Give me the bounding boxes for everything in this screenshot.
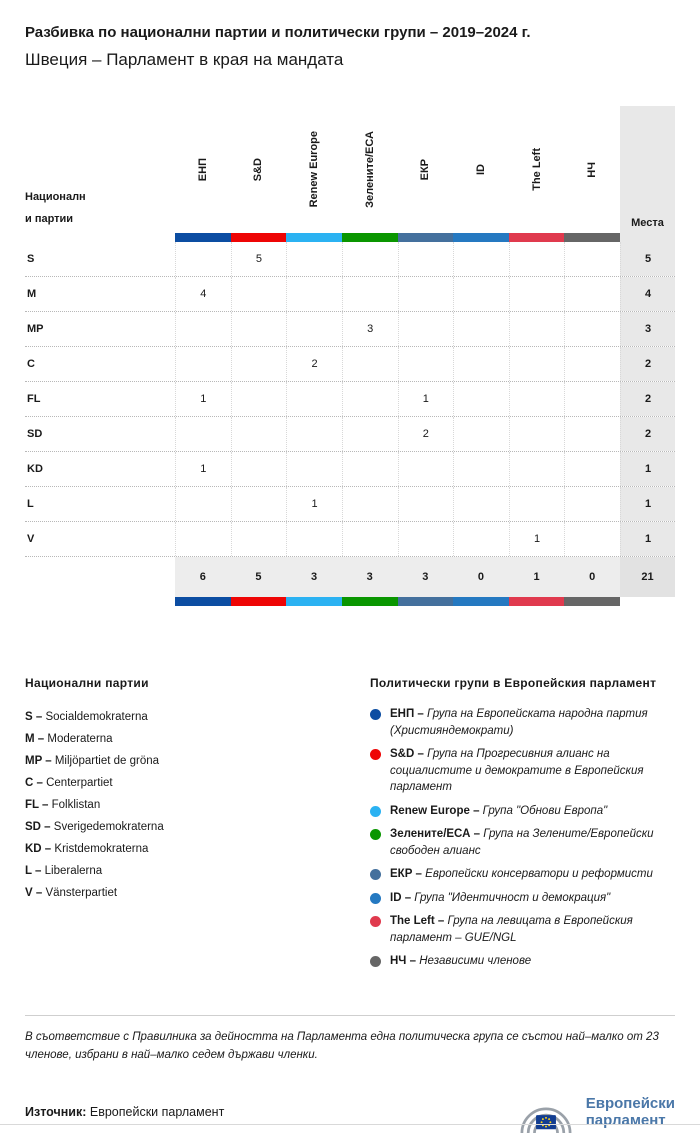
party-label: V bbox=[27, 533, 35, 545]
seat-value bbox=[453, 487, 509, 521]
legend-item: НЧ – Независими членове bbox=[370, 953, 675, 970]
group-color-bar-row-top bbox=[25, 233, 675, 242]
seat-value: 1 bbox=[509, 522, 565, 556]
group-total: 1 bbox=[509, 557, 565, 597]
row-seats-total: 1 bbox=[620, 522, 675, 556]
group-total: 6 bbox=[175, 557, 231, 597]
seat-value bbox=[342, 347, 398, 381]
color-bar-id bbox=[453, 597, 509, 606]
grand-total-seats: 21 bbox=[620, 557, 675, 597]
legend-item: Зелените/ЕСА – Група на Зелените/Европейски свободен алианс bbox=[370, 826, 675, 859]
seat-value bbox=[564, 242, 620, 276]
seat-value bbox=[175, 242, 231, 276]
row-seats-total: 2 bbox=[620, 417, 675, 451]
legend-title: Политически групи в Европейския парламент bbox=[370, 676, 657, 690]
seat-value bbox=[286, 417, 342, 451]
seat-value bbox=[453, 452, 509, 486]
legend-item: C – Centerpartiet bbox=[25, 777, 113, 789]
group-header-greens: Зелените/ЕСА bbox=[363, 131, 376, 208]
ep-logo-mark bbox=[514, 1090, 578, 1134]
seat-value bbox=[509, 242, 565, 276]
group-color-dot bbox=[370, 749, 381, 760]
seat-value bbox=[509, 382, 565, 416]
seat-value: 5 bbox=[231, 242, 287, 276]
color-bar-enp bbox=[175, 233, 231, 242]
source-row bbox=[25, 1090, 675, 1134]
color-bar-renew bbox=[286, 233, 342, 242]
corner-header bbox=[25, 106, 175, 233]
footnote: В съответствие с Правилника за дейността на Парламента една политическа група се състои най–малко от 23 членове, избрани в най–малко седем държави членки. bbox=[25, 1030, 659, 1061]
group-color-dot bbox=[370, 916, 381, 927]
seat-value: 4 bbox=[175, 277, 231, 311]
party-label: S bbox=[27, 253, 35, 265]
seat-value bbox=[398, 242, 454, 276]
ep-logo-text: Европейски парламент bbox=[585, 1095, 675, 1130]
legend-item: ЕНП – Група на Европейската народна партия (Християндемократи) bbox=[370, 706, 675, 739]
seat-value bbox=[564, 382, 620, 416]
table-row-sd bbox=[25, 417, 675, 452]
seat-value bbox=[398, 277, 454, 311]
color-bar-sd bbox=[231, 233, 287, 242]
page-title: Разбивка по национални партии и политически групи – 2019–2024 г. bbox=[25, 24, 531, 41]
page-subtitle: Швеция – Парламент в края на мандата bbox=[25, 50, 344, 69]
table-totals-row bbox=[25, 557, 675, 597]
legend-item: S&D – Група на Прогресивния алианс на социалистите и демократите в Европейския парламент bbox=[370, 746, 675, 796]
seat-value bbox=[453, 312, 509, 346]
group-color-dot bbox=[370, 956, 381, 967]
row-seats-total: 1 bbox=[620, 487, 675, 521]
legend-title: Национални партии bbox=[25, 676, 149, 690]
ep-logo bbox=[514, 1090, 675, 1134]
source-text bbox=[25, 1105, 224, 1119]
legend-item: MP – Miljöpartiet de gröna bbox=[25, 755, 160, 767]
seats-column-header: Места bbox=[620, 106, 675, 233]
source-label: Източник: bbox=[25, 1105, 87, 1120]
seat-value bbox=[231, 487, 287, 521]
color-bar-renew bbox=[286, 597, 342, 606]
seat-value bbox=[342, 417, 398, 451]
seat-value bbox=[175, 312, 231, 346]
color-bar-enp bbox=[175, 597, 231, 606]
seat-value bbox=[342, 487, 398, 521]
seat-value bbox=[286, 242, 342, 276]
group-total: 3 bbox=[286, 557, 342, 597]
group-header-ni: НЧ bbox=[586, 161, 599, 178]
party-label: M bbox=[27, 288, 37, 300]
seats-table bbox=[25, 106, 675, 606]
party-label: MP bbox=[27, 323, 44, 335]
legend-item: ID – Група "Идентичност и демокрация" bbox=[370, 890, 675, 907]
row-seats-total: 1 bbox=[620, 452, 675, 486]
color-bar-ni bbox=[564, 233, 620, 242]
seat-value bbox=[564, 487, 620, 521]
legend-item: S – Socialdemokraterna bbox=[25, 711, 148, 723]
row-seats-total: 4 bbox=[620, 277, 675, 311]
party-label: FL bbox=[27, 393, 41, 405]
group-header-id: ID bbox=[474, 164, 487, 175]
seat-value: 1 bbox=[175, 452, 231, 486]
seat-value bbox=[509, 312, 565, 346]
group-header-left: The Left bbox=[530, 148, 543, 191]
seat-value bbox=[175, 487, 231, 521]
footer-divider bbox=[25, 1015, 675, 1016]
seat-value bbox=[509, 452, 565, 486]
seat-value bbox=[342, 382, 398, 416]
legend-item: ЕКР – Европейски консерватори и реформисти bbox=[370, 866, 675, 883]
national-parties-legend bbox=[25, 676, 355, 977]
seat-value bbox=[398, 347, 454, 381]
color-bar-ecr bbox=[398, 233, 454, 242]
legend-item: V – Vänsterpartiet bbox=[25, 887, 118, 899]
party-label: SD bbox=[27, 428, 43, 440]
table-row-m bbox=[25, 277, 675, 312]
seat-value bbox=[286, 312, 342, 346]
seat-value: 1 bbox=[398, 382, 454, 416]
group-color-dot bbox=[370, 869, 381, 880]
seat-value bbox=[453, 522, 509, 556]
seat-value bbox=[453, 417, 509, 451]
seat-value bbox=[453, 382, 509, 416]
seat-value bbox=[175, 522, 231, 556]
color-bar-ni bbox=[564, 597, 620, 606]
row-seats-total: 5 bbox=[620, 242, 675, 276]
party-label: C bbox=[27, 358, 35, 370]
seat-value bbox=[286, 452, 342, 486]
group-total: 3 bbox=[342, 557, 398, 597]
seat-value bbox=[231, 522, 287, 556]
table-row-v bbox=[25, 522, 675, 557]
row-seats-total: 3 bbox=[620, 312, 675, 346]
group-color-dot bbox=[370, 829, 381, 840]
seat-value: 3 bbox=[342, 312, 398, 346]
seat-value: 1 bbox=[286, 487, 342, 521]
seat-value bbox=[342, 452, 398, 486]
seat-value bbox=[398, 522, 454, 556]
seat-value bbox=[564, 452, 620, 486]
seat-value bbox=[453, 347, 509, 381]
color-bar-ecr bbox=[398, 597, 454, 606]
corner-header-label: Национални партии bbox=[25, 190, 86, 226]
seat-value bbox=[342, 242, 398, 276]
row-seats-total: 2 bbox=[620, 382, 675, 416]
seat-value bbox=[509, 347, 565, 381]
legend-item: M – Moderaterna bbox=[25, 733, 113, 745]
seat-value bbox=[286, 522, 342, 556]
group-total: 0 bbox=[564, 557, 620, 597]
color-bar-left bbox=[509, 597, 565, 606]
table-row-s bbox=[25, 242, 675, 277]
group-total: 0 bbox=[453, 557, 509, 597]
seat-value bbox=[231, 312, 287, 346]
group-header-sd: S&D bbox=[252, 157, 265, 182]
seat-value bbox=[398, 452, 454, 486]
political-groups-legend bbox=[370, 676, 675, 977]
seat-value bbox=[231, 347, 287, 381]
seat-value bbox=[231, 452, 287, 486]
group-header-ecr: ЕКР bbox=[419, 158, 432, 181]
legend-item: FL – Folklistan bbox=[25, 799, 101, 811]
group-total: 3 bbox=[398, 557, 454, 597]
table-row-c bbox=[25, 347, 675, 382]
seat-value bbox=[398, 487, 454, 521]
party-label: KD bbox=[27, 463, 43, 475]
color-bar-greens bbox=[342, 233, 398, 242]
group-color-bar-row-bottom bbox=[25, 597, 675, 606]
group-total: 5 bbox=[231, 557, 287, 597]
seat-value bbox=[286, 382, 342, 416]
color-bar-sd bbox=[231, 597, 287, 606]
table-row-l bbox=[25, 487, 675, 522]
group-color-dot bbox=[370, 709, 381, 720]
legend-item: KD – Kristdemokraterna bbox=[25, 843, 149, 855]
group-color-dot bbox=[370, 893, 381, 904]
seat-value bbox=[453, 242, 509, 276]
table-row-fl bbox=[25, 382, 675, 417]
color-bar-greens bbox=[342, 597, 398, 606]
seat-value bbox=[564, 417, 620, 451]
seat-value bbox=[231, 382, 287, 416]
seat-value bbox=[509, 277, 565, 311]
seat-value bbox=[509, 417, 565, 451]
seat-value bbox=[564, 312, 620, 346]
seat-value bbox=[231, 277, 287, 311]
seat-value bbox=[175, 347, 231, 381]
group-header-renew: Renew Europe bbox=[308, 131, 321, 208]
legend-item: The Left – Група на левицата в Европейския парламент – GUE/NGL bbox=[370, 913, 675, 946]
group-header-enp: ЕНП bbox=[196, 157, 209, 182]
seat-value bbox=[342, 277, 398, 311]
seat-value bbox=[342, 522, 398, 556]
legend-item: Renew Europe – Група "Обнови Европа" bbox=[370, 803, 675, 820]
legend-item: L – Liberalerna bbox=[25, 865, 103, 877]
legend-item: SD – Sverigedemokraterna bbox=[25, 821, 164, 833]
seat-value bbox=[564, 347, 620, 381]
seat-value: 2 bbox=[398, 417, 454, 451]
seat-value bbox=[564, 522, 620, 556]
group-color-dot bbox=[370, 806, 381, 817]
color-bar-id bbox=[453, 233, 509, 242]
seat-value bbox=[509, 487, 565, 521]
table-row-kd bbox=[25, 452, 675, 487]
seat-value: 2 bbox=[286, 347, 342, 381]
table-row-mp bbox=[25, 312, 675, 347]
seat-value bbox=[231, 417, 287, 451]
row-seats-total: 2 bbox=[620, 347, 675, 381]
color-bar-left bbox=[509, 233, 565, 242]
party-label: L bbox=[27, 498, 34, 510]
source-value: Европейски парламент bbox=[89, 1105, 225, 1120]
seat-value bbox=[286, 277, 342, 311]
seat-value bbox=[564, 277, 620, 311]
legend-section bbox=[25, 676, 675, 977]
seat-value bbox=[453, 277, 509, 311]
seat-value bbox=[175, 417, 231, 451]
seat-value: 1 bbox=[175, 382, 231, 416]
seat-value bbox=[398, 312, 454, 346]
table-header-row bbox=[25, 106, 675, 233]
